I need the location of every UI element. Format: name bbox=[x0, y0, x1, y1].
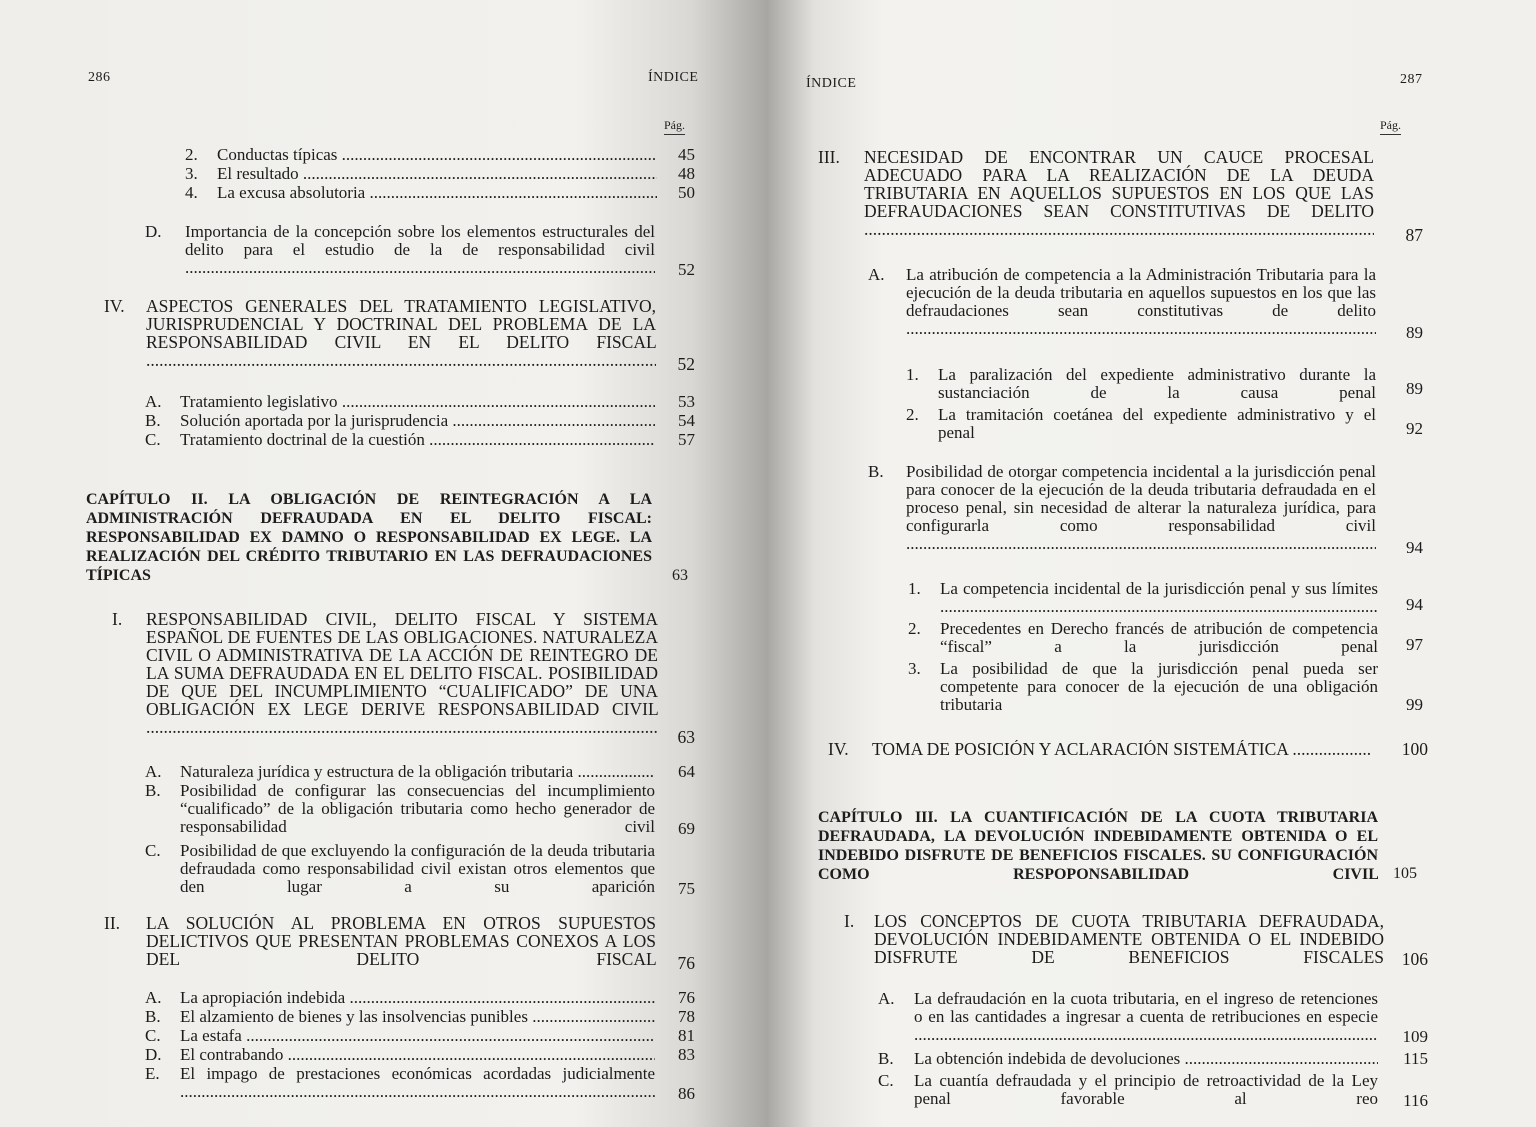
toc-entry[interactable] bbox=[112, 610, 705, 746]
entry-label: I. bbox=[112, 609, 123, 629]
entry-label: III. bbox=[818, 147, 840, 167]
entry-text: El contrabando ..... bbox=[180, 1046, 655, 1064]
entry-text: La excusa absolutoria ..... bbox=[217, 184, 657, 202]
entry-page: 99 bbox=[1406, 695, 1423, 714]
entry-label: E. bbox=[145, 1064, 160, 1083]
entry-text: Posibilidad de otorgar competencia incidental a la jurisdicción penal para conocer de la ejecución de la deuda tributaria defraudada en el proceso penal, sin necesidad de alterar la naturaleza jurídica, para configurarla como responsabilidad civil ..... bbox=[906, 463, 1376, 553]
entry-page: 89 bbox=[1406, 323, 1423, 342]
toc-entry[interactable] bbox=[104, 297, 705, 373]
entry-label: D. bbox=[145, 1045, 162, 1064]
chapter-title: CAPÍTULO II. LA OBLIGACIÓN DE REINTEGRACIÓN A LA ADMINISTRACIÓN DEFRAUDADA EN EL DELITO FISCAL: RESPONSABILIDAD EX DAMNO O RESPONSABILIDAD EX LEGE. LA REALIZACIÓN DEL CRÉDITO TRIBUTARIO EN LAS DEFRAUDACIONES TÍPICAS ..... bbox=[86, 491, 652, 586]
entry-label: A. bbox=[878, 989, 895, 1008]
toc-entry[interactable] bbox=[906, 366, 1428, 404]
entry-page: 53 bbox=[678, 392, 695, 411]
entry-page: 76 bbox=[678, 988, 695, 1007]
entry-page: 63 bbox=[677, 727, 695, 747]
entry-text: La obtención indebida de devoluciones ..... bbox=[914, 1050, 1378, 1068]
entry-label: B. bbox=[145, 1007, 161, 1026]
entry-label: I. bbox=[844, 911, 855, 931]
entry-text: LA SOLUCIÓN AL PROBLEMA EN OTROS SUPUESTOS DELICTIVOS QUE PRESENTAN PROBLEMAS CONEXOS A LOS DEL DELITO FISCAL ..... bbox=[146, 914, 656, 972]
entry-page: 100 bbox=[1401, 739, 1428, 759]
entry-page: 57 bbox=[678, 430, 695, 449]
entry-page: 86 bbox=[678, 1084, 695, 1103]
entry-label: 3. bbox=[185, 164, 198, 183]
entry-label: 2. bbox=[906, 405, 919, 424]
entry-text: La cuantía defraudada y el principio de retroactividad de la Ley penal favorable al reo ..... bbox=[914, 1072, 1378, 1112]
entry-text: Naturaleza jurídica y estructura de la obligación tributaria ..... bbox=[180, 763, 655, 781]
toc-entry[interactable] bbox=[104, 914, 705, 972]
entry-label: 4. bbox=[185, 183, 198, 202]
entry-text: La atribución de competencia a la Administración Tributaria para la ejecución de la deuda tributaria en aquellos supuestos en los que las defraudaciones sean constitutivas de delito ..... bbox=[906, 266, 1376, 338]
entry-label: IV. bbox=[104, 296, 125, 316]
entry-text: LOS CONCEPTOS DE CUOTA TRIBUTARIA DEFRAUDADA, DEVOLUCIÓN INDEBIDAMENTE OBTENIDA O EL INDEBIDO DISFRUTE DE BENEFICIOS FISCALES ..... bbox=[874, 912, 1384, 970]
chapter-heading[interactable] bbox=[86, 490, 706, 586]
toc-entry[interactable] bbox=[908, 620, 1428, 658]
toc-entry[interactable] bbox=[878, 1072, 1428, 1112]
toc-entry[interactable] bbox=[818, 148, 1428, 244]
entry-label: A. bbox=[145, 988, 162, 1007]
entry-label: B. bbox=[878, 1049, 894, 1068]
entry-page: 115 bbox=[1403, 1049, 1428, 1068]
entry-page: 78 bbox=[678, 1007, 695, 1026]
toc-entry[interactable] bbox=[145, 842, 705, 898]
entry-page: 89 bbox=[1406, 379, 1423, 398]
entry-label: D. bbox=[145, 222, 162, 241]
entry-page: 109 bbox=[1402, 1027, 1428, 1046]
entry-label: 2. bbox=[185, 145, 198, 164]
toc-entry[interactable] bbox=[145, 223, 705, 279]
running-head: ÍNDICE bbox=[806, 76, 857, 91]
toc-entry[interactable] bbox=[145, 1065, 705, 1103]
right-page bbox=[768, 0, 1536, 1127]
entry-page: 97 bbox=[1406, 635, 1423, 654]
pag-column-label: Pág. bbox=[1380, 118, 1401, 135]
entry-text: La paralización del expediente administrativo durante la sustanciación de la causa penal ..... bbox=[938, 366, 1376, 404]
entry-text: Posibilidad de configurar las consecuencias del incumplimiento “cualificado” de la obligación tributaria como hecho generador de responsabilidad civil ..... bbox=[180, 782, 655, 838]
entry-page: 87 bbox=[1405, 225, 1423, 245]
entry-label: 3. bbox=[908, 659, 921, 678]
toc-entry[interactable] bbox=[908, 660, 1428, 718]
entry-page: 92 bbox=[1406, 419, 1423, 438]
entry-label: C. bbox=[145, 841, 161, 860]
entry-text: Tratamiento legislativo ..... bbox=[180, 393, 655, 411]
entry-text: RESPONSABILIDAD CIVIL, DELITO FISCAL Y SISTEMA ESPAÑOL DE FUENTES DE LAS OBLIGACIONES. NATURALEZA CIVIL O ADMINISTRATIVA DE LA ACCIÓN DE REINTEGRO DE LA SUMA DEFRAUDADA EN EL DELITO FISCAL. POSIBILIDAD DE QUE DEL INCUMPLIMIENTO “CUALIFICADO” DE UNA OBLIGACIÓN EX LEGE DERIVE RESPONSABILIDAD CIVIL ..... bbox=[146, 610, 658, 737]
toc-entry[interactable] bbox=[145, 782, 705, 838]
entry-label: C. bbox=[145, 1026, 161, 1045]
entry-label: B. bbox=[145, 781, 161, 800]
entry-text: Conductas típicas ..... bbox=[217, 146, 657, 164]
entry-text: La posibilidad de que la jurisdicción penal pueda ser competente para conocer de la ejecución de una obligación tributaria ..... bbox=[940, 660, 1378, 718]
entry-label: 2. bbox=[908, 619, 921, 638]
entry-label: A. bbox=[868, 265, 885, 284]
entry-text: La tramitación coetánea del expediente administrativo y el penal ..... bbox=[938, 406, 1376, 444]
entry-text: La estafa ..... bbox=[180, 1027, 655, 1045]
entry-text: Importancia de la concepción sobre los elementos estructurales del delito para el estudio de la de responsabilidad civil ..... bbox=[185, 223, 655, 277]
entry-label: C. bbox=[878, 1071, 894, 1090]
entry-page: 81 bbox=[678, 1026, 695, 1045]
chapter-title: CAPÍTULO III. LA CUANTIFICACIÓN DE LA CUOTA TRIBUTARIA DEFRAUDADA, LA DEVOLUCIÓN INDEBIDAMENTE OBTENIDA O EL INDEBIDO DISFRUTE DE BENEFICIOS FISCALES. SU CONFIGURACIÓN COMO RESPOPONSABILIDAD CIVIL ..... bbox=[818, 809, 1378, 884]
running-head: ÍNDICE bbox=[648, 70, 699, 85]
entry-page: 52 bbox=[677, 354, 695, 374]
entry-label: B. bbox=[868, 462, 884, 481]
entry-page: 76 bbox=[677, 953, 695, 973]
entry-label: 1. bbox=[908, 579, 921, 598]
chapter-page: 63 bbox=[672, 567, 688, 584]
entry-page: 116 bbox=[1403, 1091, 1428, 1110]
entry-text: Solución aportada por la jurisprudencia ..... bbox=[180, 412, 655, 430]
entry-text: El impago de prestaciones económicas acordadas judicialmente ..... bbox=[180, 1065, 655, 1101]
entry-page: 94 bbox=[1406, 538, 1423, 557]
chapter-page: 105 bbox=[1393, 865, 1417, 882]
entry-label: II. bbox=[104, 913, 121, 933]
entry-page: 45 bbox=[678, 145, 695, 164]
entry-label: A. bbox=[145, 392, 162, 411]
entry-text: TOMA DE POSICIÓN Y ACLARACIÓN SISTEMÁTICA ..... bbox=[872, 740, 1372, 758]
page-number: 286 bbox=[88, 70, 111, 85]
entry-label: 1. bbox=[906, 365, 919, 384]
entry-text: La defraudación en la cuota tributaria, en el ingreso de retenciones o en las cantidades a ingresar a cuenta de retribuciones en especie ..... bbox=[914, 990, 1378, 1044]
entry-page: 48 bbox=[678, 164, 695, 183]
entry-label: B. bbox=[145, 411, 161, 430]
entry-page: 75 bbox=[678, 879, 695, 898]
entry-text: La competencia incidental de la jurisdicción penal y sus límites ..... bbox=[940, 580, 1378, 616]
page-number: 287 bbox=[1400, 72, 1423, 87]
entry-text: La apropiación indebida ..... bbox=[180, 989, 655, 1007]
entry-text: El alzamiento de bienes y las insolvencias punibles ..... bbox=[180, 1008, 655, 1026]
entry-page: 69 bbox=[678, 819, 695, 838]
entry-label: C. bbox=[145, 430, 161, 449]
entry-label: IV. bbox=[828, 739, 849, 759]
entry-page: 94 bbox=[1406, 595, 1423, 614]
entry-text: Precedentes en Derecho francés de atribución de competencia “fiscal” a la jurisdicción penal ..... bbox=[940, 620, 1378, 658]
toc-entry[interactable] bbox=[878, 990, 1428, 1048]
chapter-heading[interactable] bbox=[818, 808, 1428, 884]
entry-page: 64 bbox=[678, 762, 695, 781]
toc-entry[interactable] bbox=[908, 580, 1428, 618]
entry-text: El resultado ..... bbox=[217, 165, 657, 183]
entry-text: Posibilidad de que excluyendo la configuración de la deuda tributaria defraudada como responsabilidad civil existan otros elementos que den lugar a su aparición ..... bbox=[180, 842, 655, 898]
entry-text: ASPECTOS GENERALES DEL TRATAMIENTO LEGISLATIVO, JURISPRUDENCIAL Y DOCTRINAL DEL PROBLEMA DE LA RESPONSABILIDAD CIVIL EN EL DELITO FISCAL ..... bbox=[146, 297, 656, 370]
entry-page: 83 bbox=[678, 1045, 695, 1064]
toc-entry[interactable] bbox=[868, 266, 1428, 342]
entry-text: Tratamiento doctrinal de la cuestión ..... bbox=[180, 431, 655, 449]
entry-page: 106 bbox=[1401, 949, 1428, 969]
entry-text: NECESIDAD DE ENCONTRAR UN CAUCE PROCESAL ADECUADO PARA LA REALIZACIÓN DE LA DEUDA TRIBUTARIA EN AQUELLOS SUPUESTOS EN LOS QUE LAS DEFRAUDACIONES SEAN CONSTITUTIVAS DE DELITO ..... bbox=[864, 148, 1374, 239]
entry-page: 54 bbox=[678, 411, 695, 430]
pag-column-label: Pág. bbox=[664, 118, 685, 135]
entry-page: 50 bbox=[678, 183, 695, 202]
toc-entry[interactable] bbox=[868, 463, 1428, 559]
toc-entry[interactable] bbox=[906, 406, 1428, 444]
entry-page: 52 bbox=[678, 260, 695, 279]
toc-entry[interactable] bbox=[844, 912, 1428, 970]
entry-label: A. bbox=[145, 762, 162, 781]
